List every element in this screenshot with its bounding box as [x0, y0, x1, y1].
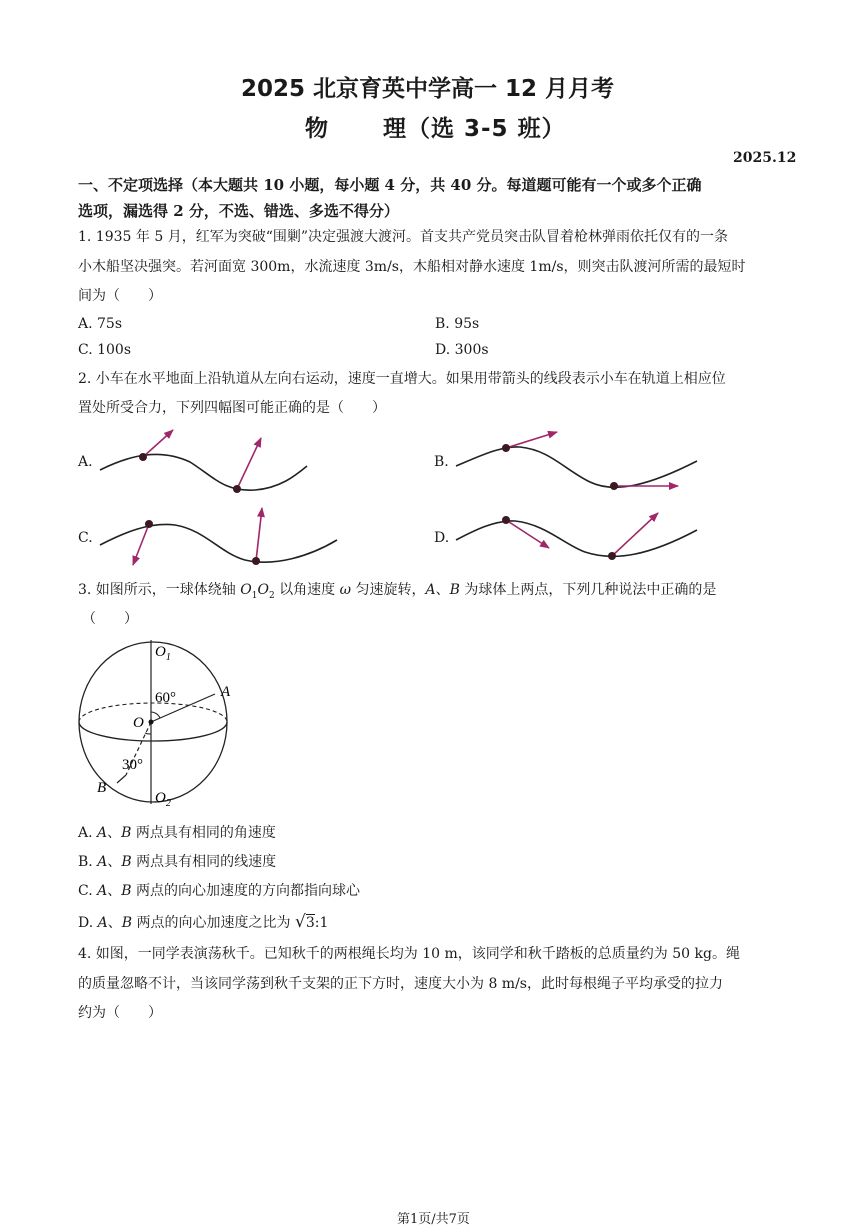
- q3-option-c: C. A、B 两点的向心加速度的方向都指向球心: [78, 883, 360, 899]
- q1-line3: 间为（ ）: [78, 288, 162, 304]
- q3-label-o2: $O_2$: [155, 790, 171, 809]
- q3-option-a: A. A、B 两点具有相同的角速度: [78, 825, 276, 841]
- section-heading-line1: 一、不定项选择（本大题共 10 小题，每小题 4 分，共 40 分。每道题可能有一个或多个正确: [78, 176, 702, 194]
- page-title: 2025 北京育英中学高一 12 月月考: [241, 76, 615, 102]
- page-footer: 第1页/共7页: [397, 1212, 470, 1227]
- q2-label-c: C.: [78, 530, 93, 546]
- subject-left: 物: [305, 116, 329, 142]
- q1-option-d: D. 300s: [435, 342, 489, 358]
- q3-option-b: B. A、B 两点具有相同的线速度: [78, 854, 277, 870]
- q3-center-point: [149, 720, 154, 725]
- q3-line1: 3. 如图所示，一球体绕轴 $O_1O_2$ 以角速度 ω 匀速旋转，A、B 为球体上两点，下列几种说法中正确的是: [78, 582, 717, 601]
- q3-label-b: B: [97, 780, 107, 796]
- q2-line1: 2. 小车在水平地面上沿轨道从左向右运动，速度一直增大。如果用带箭头的线段表示小车在轨道上相应位: [78, 371, 726, 387]
- q3-label-30: 30°: [122, 757, 143, 773]
- q3-label-o1: $O_1$: [155, 644, 171, 663]
- q4-line3: 约为（ ）: [78, 1005, 162, 1021]
- q3-radius-ob-tail: [117, 775, 126, 783]
- exam-date: 2025.12: [733, 150, 797, 166]
- q2-label-b: B.: [434, 454, 449, 470]
- subject-right: 理（选 3-5 班）: [383, 116, 566, 142]
- q1-line1: 1. 1935 年 5 月，红军为突破“围剿”决定强渡大渡河。首支共产党员突击队冒着枪林弹雨依托仅有的一条: [78, 229, 729, 245]
- q4-line1: 4. 如图，一同学表演荡秋千。已知秋千的两根绳长均为 10 m，该同学和秋千踏板的总质量约为 50 kg。绳: [78, 946, 740, 962]
- q3-label-a: A: [221, 684, 231, 700]
- q1-line2: 小木船坚决强突。若河面宽 300m，水流速度 3m/s，木船相对静水速度 1m/s，则突击队渡河所需的最短时: [78, 259, 746, 275]
- q3-sqrt-radicand: 3: [305, 915, 315, 931]
- q3-angle-60-arc: [151, 712, 160, 718]
- q1-option-b: B. 95s: [435, 316, 480, 332]
- q3-option-d: D. A、B 两点的向心加速度之比为 √3:1: [78, 912, 329, 932]
- q3-equator-front: [79, 722, 227, 741]
- section-heading-line2: 选项，漏选得 2 分，不选、错选、多选不得分）: [78, 202, 399, 220]
- q1-option-c: C. 100s: [78, 342, 132, 358]
- q1-option-a: A. 75s: [78, 316, 123, 332]
- q4-line2: 的质量忽略不计，当该同学荡到秋千支架的正下方时，速度大小为 8 m/s，此时每根绳子平均承受的拉力: [78, 976, 723, 992]
- q3-label-o: O: [133, 715, 144, 731]
- q3-line2: （ ）: [82, 611, 138, 627]
- q2-label-a: A.: [78, 454, 93, 470]
- q2-label-d: D.: [434, 530, 450, 546]
- q2-line2: 置处所受合力，下列四幅图可能正确的是（ ）: [78, 400, 386, 416]
- q3-angle-30-arc: [145, 733, 151, 734]
- q3-label-60: 60°: [155, 690, 176, 706]
